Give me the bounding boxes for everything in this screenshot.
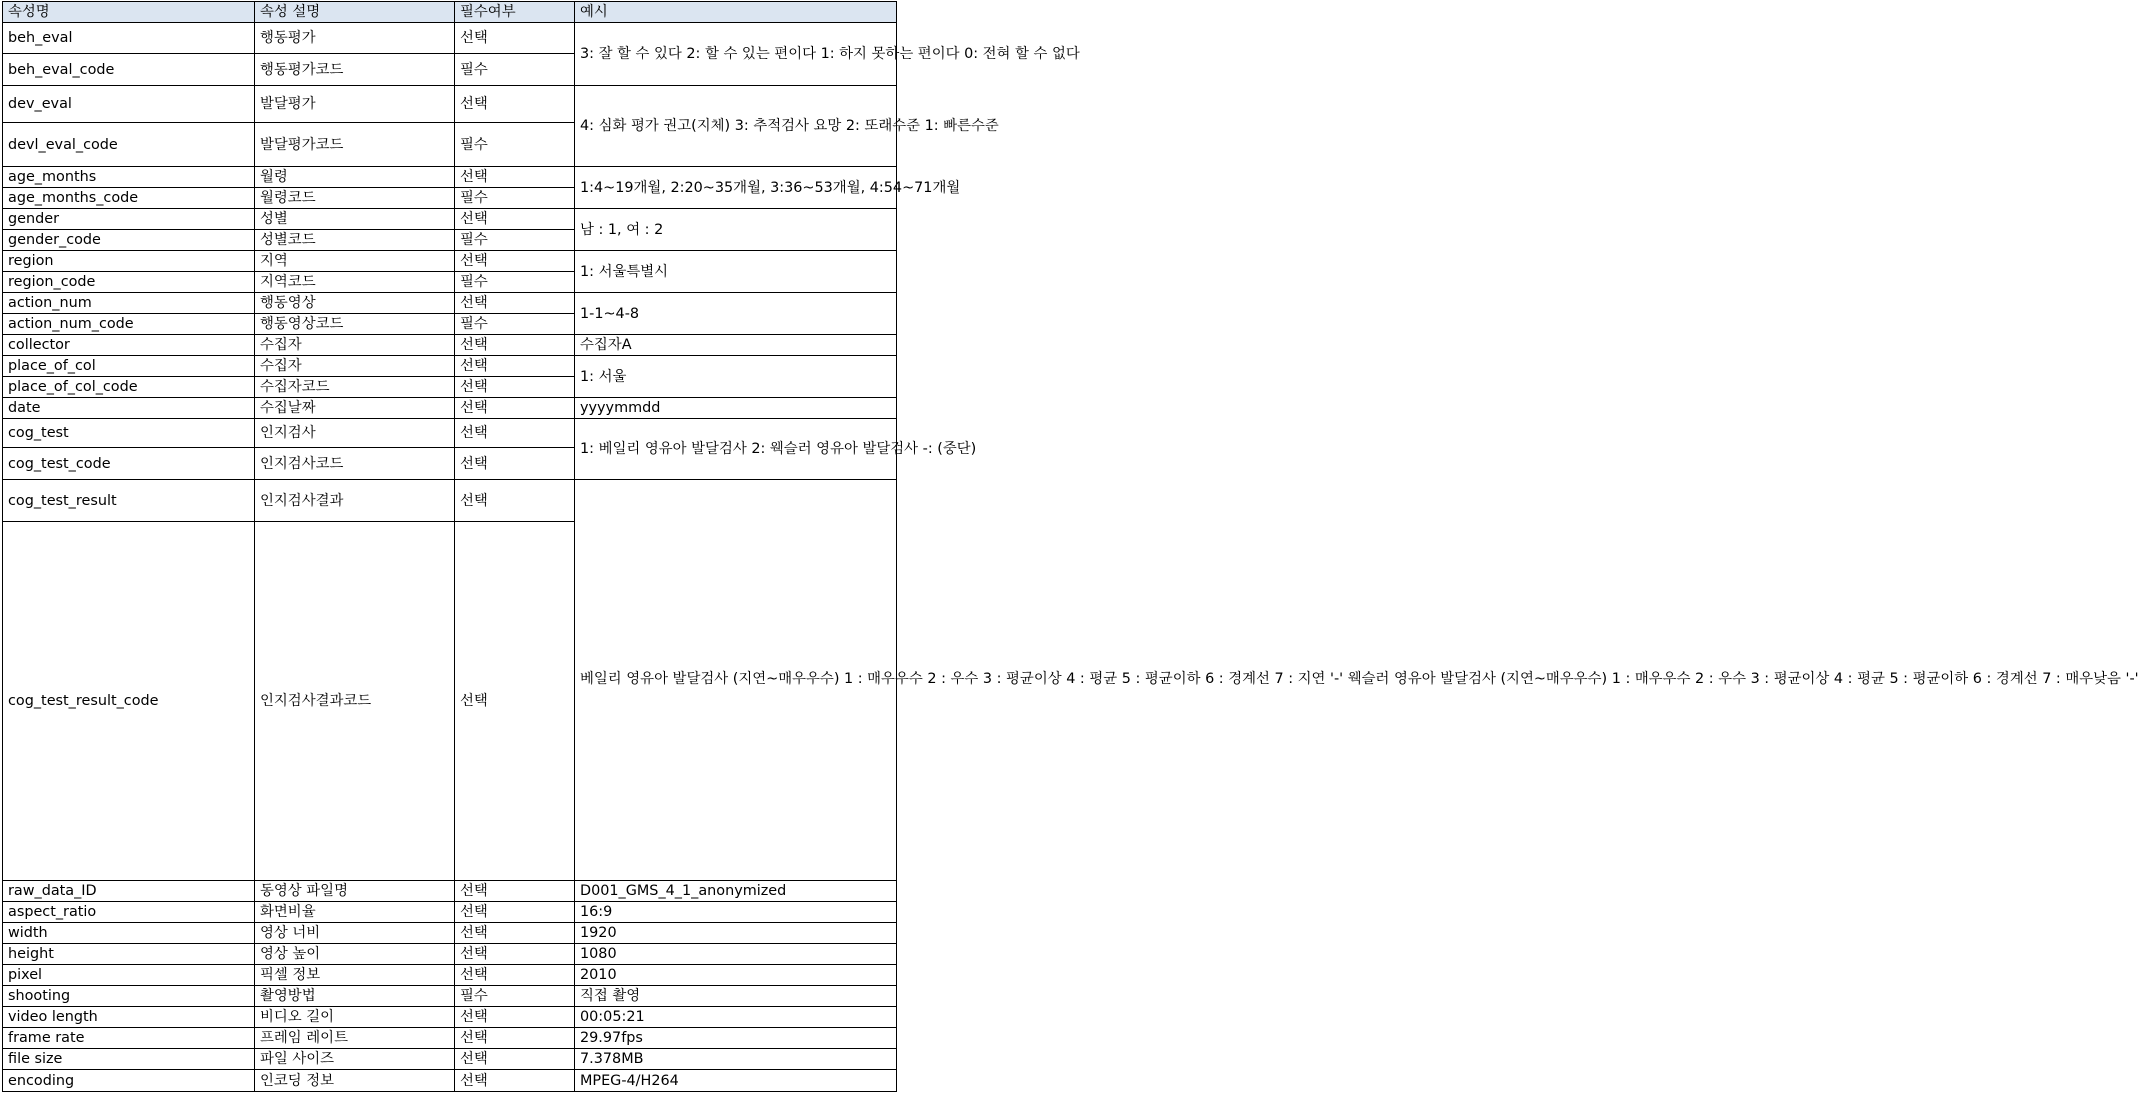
example-cell: 3: 잘 할 수 있다 2: 할 수 있는 편이다 1: 하지 못하는 편이다 0: 전혀 할 수 없다 [575, 23, 897, 86]
header-attribute-name: 속성명 [3, 2, 255, 23]
header-example: 예시 [575, 2, 897, 23]
attribute-desc-cell: 월령코드 [255, 188, 455, 209]
attribute-desc-cell: 행동영상코드 [255, 314, 455, 335]
attribute-name-cell: frame rate [3, 1028, 255, 1049]
example-cell: 1-1~4-8 [575, 293, 897, 335]
attribute-desc-cell: 인지검사 [255, 419, 455, 448]
attribute-desc-cell: 행동영상 [255, 293, 455, 314]
attribute-name-cell: video length [3, 1007, 255, 1028]
attribute-desc-cell: 성별코드 [255, 230, 455, 251]
required-cell: 선택 [455, 209, 575, 230]
table-row [3, 881, 897, 902]
table-row [3, 251, 897, 272]
attribute-desc-cell: 인지검사결과 [255, 480, 455, 522]
attribute-name-cell: place_of_col_code [3, 377, 255, 398]
attribute-desc-cell: 월령 [255, 167, 455, 188]
attribute-desc-cell: 수집날짜 [255, 398, 455, 419]
attribute-desc-cell: 인지검사결과코드 [255, 522, 455, 881]
example-cell: 수집자A [575, 335, 897, 356]
attribute-name-cell: age_months [3, 167, 255, 188]
table-row [3, 293, 897, 314]
example-cell: 00:05:21 [575, 1007, 897, 1028]
attribute-desc-cell: 발달평가 [255, 86, 455, 123]
example-cell: MPEG-4/H264 [575, 1070, 897, 1092]
attribute-name-cell: file size [3, 1049, 255, 1070]
required-cell: 선택 [455, 356, 575, 377]
required-cell: 선택 [455, 902, 575, 923]
table-row [3, 419, 897, 448]
attribute-desc-cell: 인코딩 정보 [255, 1070, 455, 1092]
table-header [3, 2, 897, 23]
attribute-desc-cell: 영상 높이 [255, 944, 455, 965]
attribute-desc-cell: 성별 [255, 209, 455, 230]
example-cell: 1: 베일리 영유아 발달검사 2: 웩슬러 영유아 발달검사 -: (중단) [575, 419, 897, 480]
attribute-name-cell: age_months_code [3, 188, 255, 209]
attribute-name-cell: height [3, 944, 255, 965]
attribute-desc-cell: 수집자코드 [255, 377, 455, 398]
example-cell: 29.97fps [575, 1028, 897, 1049]
example-cell: 16:9 [575, 902, 897, 923]
attribute-name-cell: dev_eval [3, 86, 255, 123]
attribute-desc-cell: 행동평가코드 [255, 54, 455, 86]
table-row [3, 986, 897, 1007]
required-cell: 선택 [455, 251, 575, 272]
attribute-name-cell: gender [3, 209, 255, 230]
attribute-desc-cell: 수집자 [255, 335, 455, 356]
attribute-name-cell: date [3, 398, 255, 419]
table-row [3, 398, 897, 419]
attribute-desc-cell: 프레임 레이트 [255, 1028, 455, 1049]
example-cell: 7.378MB [575, 1049, 897, 1070]
attribute-name-cell: cog_test [3, 419, 255, 448]
required-cell: 선택 [455, 23, 575, 54]
attribute-name-cell: action_num [3, 293, 255, 314]
attribute-name-cell: shooting [3, 986, 255, 1007]
table-row [3, 356, 897, 377]
attribute-name-cell: region_code [3, 272, 255, 293]
header-attribute-description: 속성 설명 [255, 2, 455, 23]
attribute-spec-table [2, 1, 2139, 1092]
header-required: 필수여부 [455, 2, 575, 23]
example-cell: 직접 촬영 [575, 986, 897, 1007]
table-row [3, 23, 897, 54]
table-row [3, 1070, 897, 1092]
attribute-name-cell: cog_test_result [3, 480, 255, 522]
attribute-desc-cell: 파일 사이즈 [255, 1049, 455, 1070]
example-cell: 1:4~19개월, 2:20~35개월, 3:36~53개월, 4:54~71개월 [575, 167, 897, 209]
example-cell: 1080 [575, 944, 897, 965]
header-row [3, 2, 897, 23]
example-cell: 1: 서울특별시 [575, 251, 897, 293]
required-cell: 선택 [455, 480, 575, 522]
attribute-desc-cell: 지역코드 [255, 272, 455, 293]
table-row [3, 335, 897, 356]
example-cell: 1: 서울 [575, 356, 897, 398]
table-row [3, 86, 897, 123]
table-row [3, 167, 897, 188]
table-row [3, 923, 897, 944]
required-cell: 필수 [455, 272, 575, 293]
required-cell: 필수 [455, 123, 575, 167]
required-cell: 선택 [455, 448, 575, 480]
attribute-desc-cell: 수집자 [255, 356, 455, 377]
attribute-name-cell: aspect_ratio [3, 902, 255, 923]
attribute-name-cell: pixel [3, 965, 255, 986]
example-cell: 4: 심화 평가 권고(지체) 3: 추적검사 요망 2: 또래수준 1: 빠른수준 [575, 86, 897, 167]
attribute-name-cell: action_num_code [3, 314, 255, 335]
attribute-name-cell: width [3, 923, 255, 944]
attribute-desc-cell: 동영상 파일명 [255, 881, 455, 902]
table-row [3, 480, 897, 522]
required-cell: 선택 [455, 522, 575, 881]
example-cell: 베일리 영유아 발달검사 (지연~매우우수) 1 : 매우우수 2 : 우수 3 : 평균이상 4 : 평균 5 : 평균이하 6 : 경계선 7 : 지연 '-' 웩슬러 영유아 발달검사 (지연~매우우수) 1 : 매우우수 2 : 우수 3 : 평균이상 4 : 평균 5 : 평균이하 6 : 경계선 7 : 매우낮음 '-' [575, 480, 897, 881]
required-cell: 선택 [455, 1049, 575, 1070]
required-cell: 필수 [455, 986, 575, 1007]
required-cell: 선택 [455, 1007, 575, 1028]
attribute-desc-cell: 행동평가 [255, 23, 455, 54]
attribute-name-cell: collector [3, 335, 255, 356]
attribute-desc-cell: 인지검사코드 [255, 448, 455, 480]
table-row [3, 965, 897, 986]
required-cell: 선택 [455, 1070, 575, 1092]
attribute-desc-cell: 비디오 길이 [255, 1007, 455, 1028]
table-row [3, 1007, 897, 1028]
attribute-name-cell: place_of_col [3, 356, 255, 377]
required-cell: 선택 [455, 965, 575, 986]
example-cell: 2010 [575, 965, 897, 986]
attribute-name-cell: region [3, 251, 255, 272]
required-cell: 필수 [455, 230, 575, 251]
required-cell: 선택 [455, 923, 575, 944]
required-cell: 필수 [455, 54, 575, 86]
required-cell: 선택 [455, 335, 575, 356]
table-row [3, 944, 897, 965]
required-cell: 필수 [455, 314, 575, 335]
required-cell: 선택 [455, 167, 575, 188]
example-cell: yyyymmdd [575, 398, 897, 419]
attribute-name-cell: beh_eval_code [3, 54, 255, 86]
required-cell: 선택 [455, 881, 575, 902]
required-cell: 선택 [455, 419, 575, 448]
table-row [3, 209, 897, 230]
example-cell: 남 : 1, 여 : 2 [575, 209, 897, 251]
attribute-name-cell: gender_code [3, 230, 255, 251]
table-row [3, 1028, 897, 1049]
required-cell: 선택 [455, 944, 575, 965]
attribute-desc-cell: 촬영방법 [255, 986, 455, 1007]
attribute-name-cell: raw_data_ID [3, 881, 255, 902]
required-cell: 선택 [455, 86, 575, 123]
required-cell: 선택 [455, 293, 575, 314]
example-cell: D001_GMS_4_1_anonymized [575, 881, 897, 902]
attribute-desc-cell: 발달평가코드 [255, 123, 455, 167]
required-cell: 선택 [455, 398, 575, 419]
attribute-desc-cell: 지역 [255, 251, 455, 272]
required-cell: 필수 [455, 188, 575, 209]
attribute-name-cell: beh_eval [3, 23, 255, 54]
attribute-name-cell: cog_test_code [3, 448, 255, 480]
attribute-desc-cell: 화면비율 [255, 902, 455, 923]
attribute-desc-cell: 영상 너비 [255, 923, 455, 944]
required-cell: 선택 [455, 1028, 575, 1049]
table-row [3, 902, 897, 923]
table-body [3, 23, 2139, 1092]
table-row [3, 1049, 897, 1070]
example-cell: 1920 [575, 923, 897, 944]
attribute-name-cell: devl_eval_code [3, 123, 255, 167]
attribute-desc-cell: 픽셀 정보 [255, 965, 455, 986]
required-cell: 선택 [455, 377, 575, 398]
attribute-name-cell: encoding [3, 1070, 255, 1092]
attribute-name-cell: cog_test_result_code [3, 522, 255, 881]
